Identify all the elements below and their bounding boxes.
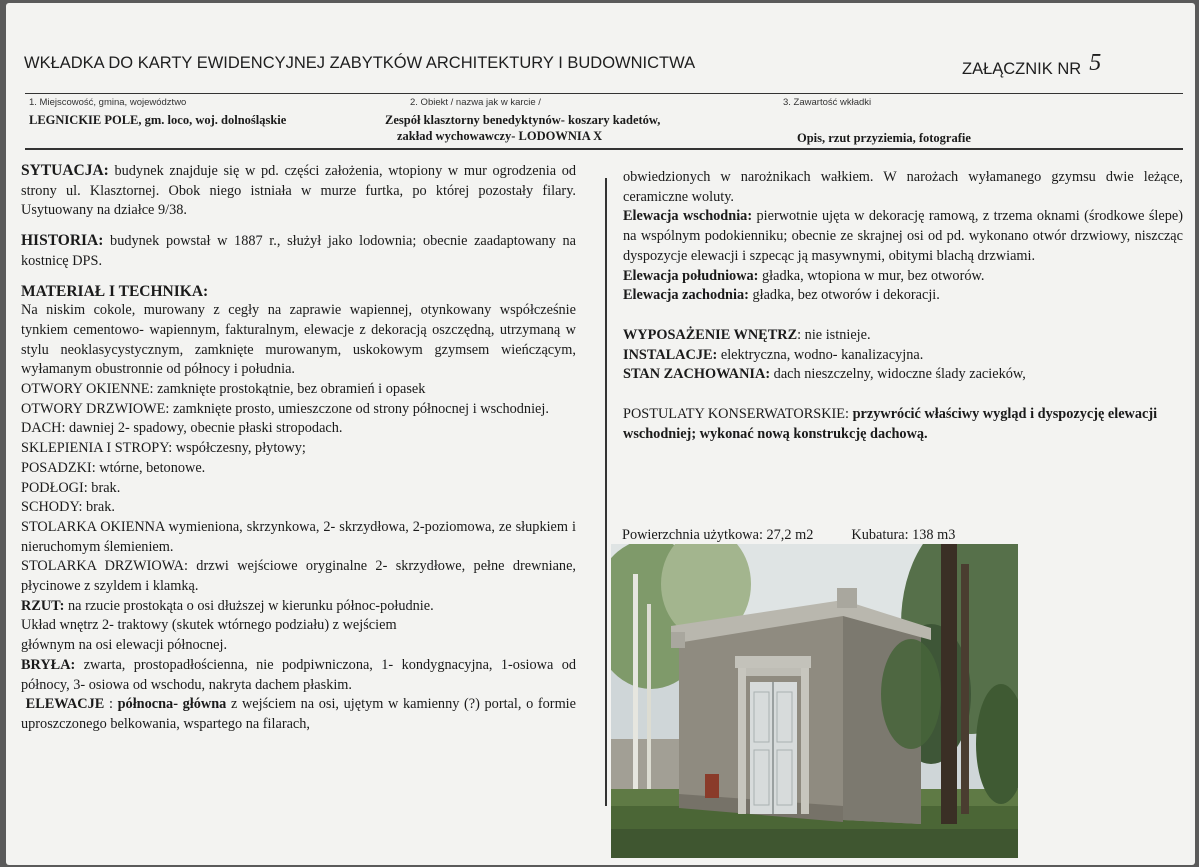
- portal-continuation: obwiedzionych w narożnikach wałkiem. W narożach wyłamanego gzymsu dwie leżące, ceramiczne woluty.: [623, 169, 1183, 205]
- uklad-line1: Układ wnętrz 2- traktowy (skutek wtórnego podziału) z wejściem: [21, 617, 397, 634]
- dach-text: DACH: dawniej 2- spadowy, obecnie płaski stropodach.: [21, 420, 343, 437]
- field2-label: 2. Obiekt / nazwa jak w karcie /: [410, 97, 541, 108]
- card-title: WKŁADKA DO KARTY EWIDENCYJNEJ ZABYTKÓW ARCHITEKTURY I BUDOWNICTWA: [24, 54, 696, 72]
- description-left-column: [21, 161, 576, 735]
- field1-label: 1. Miejscowość, gmina, województwo: [29, 97, 187, 108]
- elewacja-zachodnia: Elewacja zachodnia: gładka, bez otworów i dekoracji.: [623, 287, 940, 304]
- fields-rule: [25, 148, 1183, 150]
- column-divider: [605, 178, 607, 806]
- field3-label: 3. Zawartość wkładki: [783, 97, 872, 108]
- area-volume-line: [622, 527, 955, 544]
- stolarka-drzwiowa-text: STOLARKA DRZWIOWA: drzwi wejściowe oryginalne 2- skrzydłowe, pełne drewniane, płycinowe z szyldem i klamką.: [21, 558, 576, 595]
- cubature: Kubatura: 138 m3: [851, 527, 956, 543]
- field2-value-line2: zakład wychowawczy- LODOWNIA X: [397, 129, 603, 143]
- sklepienia-text: SKLEPIENIA I STROPY: współczesny, płytowy;: [21, 440, 306, 457]
- elewacja-poludniowa: Elewacja południowa: gładka, wtopiona w mur, bez otworów.: [623, 267, 985, 284]
- usable-area: Powierzchnia użytkowa: 27,2 m2: [622, 527, 814, 543]
- field3-value: Opis, rzut przyziemia, fotografie: [797, 131, 971, 145]
- instalacje: INSTALACJE: elektryczna, wodno- kanalizacyjna.: [623, 346, 924, 363]
- okna-text: OTWORY OKIENNE: zamknięte prostokątnie, bez obramień i opasek: [21, 381, 426, 398]
- wyposazenie: WYPOSAŻENIE WNĘTRZ: nie istnieje.: [623, 326, 871, 343]
- podlogi-text: PODŁOGI: brak.: [21, 479, 121, 496]
- bryla-section: BRYŁA: zwarta, prostopadłościenna, nie podpiwniczona, 1- kondygnacyjna, 1-osiowa od północy, 3- osiowa od wschodu, nakryta dachem płaskim.: [21, 656, 576, 693]
- rzut-section: RZUT: na rzucie prostokąta o osi dłuższej w kierunku północ-południe.: [21, 597, 434, 614]
- material-text: Na niskim cokole, murowany z cegły na zaprawie wapiennej, otynkowany współcześnie tynkiem cementowo- wapiennym, fakturalnym, elewacje z dekoracją oszczędną, utrzymaną w stylu neoklasycystycznym, zamknięte murowanym, uskokowym gzymsem wieńczącym, wyłamanym obustronnie od północy i południa.: [21, 302, 576, 378]
- uklad-line2: głównym na osi elewacji północnej.: [21, 637, 228, 654]
- sytuacja-section: SYTUACJA: budynek znajduje się w pd. części założenia, wtopiony w mur ogrodzenia od strony ul. Klasztornej. Obok niego istniała w murze furtka, po której pozostały filary. Usytuowany na działce 9/38.: [21, 162, 576, 219]
- building-photo: [611, 544, 1018, 858]
- stolarka-okienna-text: STOLARKA OKIENNA wymieniona, skrzynkowa, 2- skrzydłowa, 2-poziomowa, ze słupkiem i nieruchomym ślemieniem.: [21, 518, 576, 555]
- drzwi-text: OTWORY DRZWIOWE: zamknięte prosto, umieszczone od strony północnej i wschodniej.: [21, 400, 549, 417]
- header-rule: [25, 93, 1183, 94]
- postulaty: POSTULATY KONSERWATORSKIE: przywrócić właściwy wygląd i dyspozycję elewacji wschodniej; wykonać nową konstrukcję dachową.: [623, 406, 1158, 442]
- ice-house-photo-icon: [611, 544, 1018, 858]
- attachment-label: ZAŁĄCZNIK NR 5: [962, 50, 1102, 78]
- historia-section: HISTORIA: budynek powstał w 1887 r., służył jako lodownia; obecnie zaadaptowany na kostnicę DPS.: [21, 232, 576, 269]
- field2-value-line1: Zespół klasztorny benedyktynów- koszary kadetów,: [385, 113, 661, 127]
- elewacja-wschodnia: Elewacja wschodnia: pierwotnie ujęta w dekorację ramową, z trzema oknami (środkowe ślepe) na wspólnym podokienniku; obecnie ze skrajnej osi od pd. wykonano otwór drzwiowy, niszcząc dyspozycje elewacji i szpecąc ją masywnymi, obitymi blachą drzwiami.: [623, 208, 1183, 264]
- field1-value: LEGNICKIE POLE, gm. loco, woj. dolnośląskie: [29, 113, 287, 127]
- stan-zachowania: STAN ZACHOWANIA: dach nieszczelny, widoczne ślady zacieków,: [623, 366, 1026, 383]
- description-right-column: [623, 168, 1183, 444]
- posadzki-text: POSADZKI: wtórne, betonowe.: [21, 459, 206, 476]
- material-heading: MATERIAŁ I TECHNIKA:: [21, 282, 209, 300]
- schody-text: SCHODY: brak.: [21, 499, 115, 516]
- elewacje-section: ELEWACJE : północna- główna z wejściem na osi, ujętym w kamienny (?) portal, o formie uproszczonego belkowania, wspartego na filarach,: [21, 696, 577, 732]
- attachment-number: 5: [1089, 50, 1102, 76]
